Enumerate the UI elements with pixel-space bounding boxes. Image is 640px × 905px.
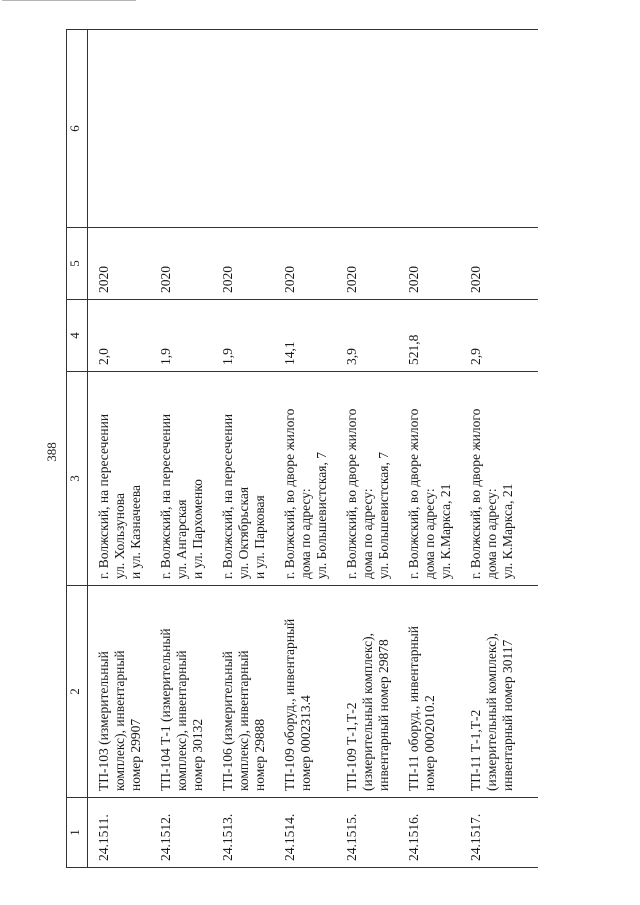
object-name-line: инвентарный номер 29878: [376, 639, 391, 791]
row-number: 24.1515.: [336, 798, 398, 868]
value-cell: 1,9: [150, 300, 212, 372]
address-line: ул. К.Маркса, 21: [500, 483, 515, 579]
extra-cell: [88, 30, 151, 228]
object-name-line: ТП-103 (измерительный: [96, 651, 111, 791]
address-cell: [88, 372, 151, 586]
object-name-cell: [274, 586, 336, 798]
object-name-line: ТП-11 оборуд., инвентарный: [406, 626, 421, 791]
address-line: дома по адресу:: [360, 488, 375, 579]
value-cell: 14,1: [274, 300, 336, 372]
address-line: ул. Октябрьская: [236, 486, 251, 579]
address-line: г. Волжский, во дворе жилого: [282, 408, 297, 579]
row-number: 24.1516.: [398, 798, 460, 868]
extra-cell: [150, 30, 212, 228]
object-name-cell: [336, 586, 398, 798]
extra-cell: [212, 30, 274, 228]
address-line: дома по адресу:: [422, 488, 437, 579]
object-name-line: номер 29907: [128, 718, 143, 791]
extra-cell: [336, 30, 398, 228]
address-line: дома по адресу:: [484, 488, 499, 579]
address-line: дома по адресу:: [298, 488, 313, 579]
object-name-cell: [460, 586, 538, 798]
row-number: 24.1517.: [460, 798, 538, 868]
value-cell: 521,8: [398, 300, 460, 372]
address-line: ул. Большевистская, 7: [314, 452, 329, 579]
object-name-cell: [150, 586, 212, 798]
table-row: [274, 30, 336, 868]
address-line: и ул. Казначеева: [128, 484, 143, 579]
object-name-line: комплекс), инвентарный: [174, 650, 189, 791]
extra-cell: [460, 30, 538, 228]
address-line: г. Волжский, во дворе жилого: [406, 408, 421, 579]
object-name-line: номер 29888: [252, 718, 267, 791]
object-name-line: ТП-106 (измерительный: [220, 651, 235, 791]
address-line: ул. Хользунова: [112, 493, 127, 579]
header-row: [67, 30, 88, 868]
column-header-2: 2: [67, 586, 88, 798]
extra-cell: [398, 30, 460, 228]
object-name-line: номер 30132: [190, 718, 205, 791]
row-number: 24.1514.: [274, 798, 336, 868]
value-cell: 3,9: [336, 300, 398, 372]
object-name-line: ТП-109 оборуд., инвентарный: [282, 618, 297, 791]
object-name-line: ТП-11 Т-1,Т-2: [468, 709, 483, 791]
year-cell: 2020: [460, 228, 538, 300]
object-name-line: комплекс), инвентарный: [112, 650, 127, 791]
column-header-4: 4: [67, 300, 88, 372]
address-cell: [460, 372, 538, 586]
object-name-line: инвентарный номер 30117: [500, 639, 515, 791]
address-line: и ул. Пархоменко: [190, 479, 205, 579]
table-row: [398, 30, 460, 868]
table-row: [212, 30, 274, 868]
address-line: и ул. Парковая: [252, 495, 267, 579]
table-row: [88, 30, 151, 868]
year-cell: 2020: [212, 228, 274, 300]
address-line: г. Волжский, на пересечении: [158, 413, 173, 579]
column-header-6: 6: [67, 30, 88, 228]
address-line: г. Волжский, на пересечении: [220, 413, 235, 579]
object-name-line: ТП-104 Т-1 (измерительный: [158, 628, 173, 791]
column-header-5: 5: [67, 228, 88, 300]
year-cell: 2020: [150, 228, 212, 300]
object-name-line: (измерительный комплекс),: [360, 633, 375, 791]
address-line: г. Волжский, на пересечении: [96, 413, 111, 579]
table-row: [460, 30, 538, 868]
row-number: 24.1512.: [150, 798, 212, 868]
object-name-line: номер 0002313.4: [298, 695, 313, 791]
value-cell: 1,9: [212, 300, 274, 372]
property-register-table: [66, 29, 538, 868]
address-cell: [274, 372, 336, 586]
year-cell: 2020: [88, 228, 151, 300]
object-name-line: комплекс), инвентарный: [236, 650, 251, 791]
row-number: 24.1511.: [88, 798, 151, 868]
page-number: 388: [44, 442, 59, 462]
address-line: г. Волжский, во дворе жилого: [468, 408, 483, 579]
year-cell: 2020: [274, 228, 336, 300]
value-cell: 2,9: [460, 300, 538, 372]
address-cell: [212, 372, 274, 586]
column-header-1: 1: [67, 798, 88, 868]
table-row: [336, 30, 398, 868]
address-line: ул. Ангарская: [174, 499, 189, 579]
object-name-line: ТП-109 Т-1,Т-2: [344, 702, 359, 791]
object-name-cell: [398, 586, 460, 798]
column-header-3: 3: [67, 372, 88, 586]
address-line: ул. К.Маркса, 21: [438, 483, 453, 579]
object-name-line: (измерительный комплекс),: [484, 633, 499, 791]
object-name-cell: [212, 586, 274, 798]
address-line: г. Волжский, во дворе жилого: [344, 408, 359, 579]
object-name-line: номер 0002010.2: [422, 695, 437, 791]
extra-cell: [274, 30, 336, 228]
value-cell: 2,0: [88, 300, 151, 372]
address-cell: [150, 372, 212, 586]
year-cell: 2020: [398, 228, 460, 300]
table-row: [150, 30, 212, 868]
address-cell: [398, 372, 460, 586]
row-number: 24.1513.: [212, 798, 274, 868]
address-cell: [336, 372, 398, 586]
address-line: ул. Большевистская, 7: [376, 452, 391, 579]
year-cell: 2020: [336, 228, 398, 300]
object-name-cell: [88, 586, 151, 798]
